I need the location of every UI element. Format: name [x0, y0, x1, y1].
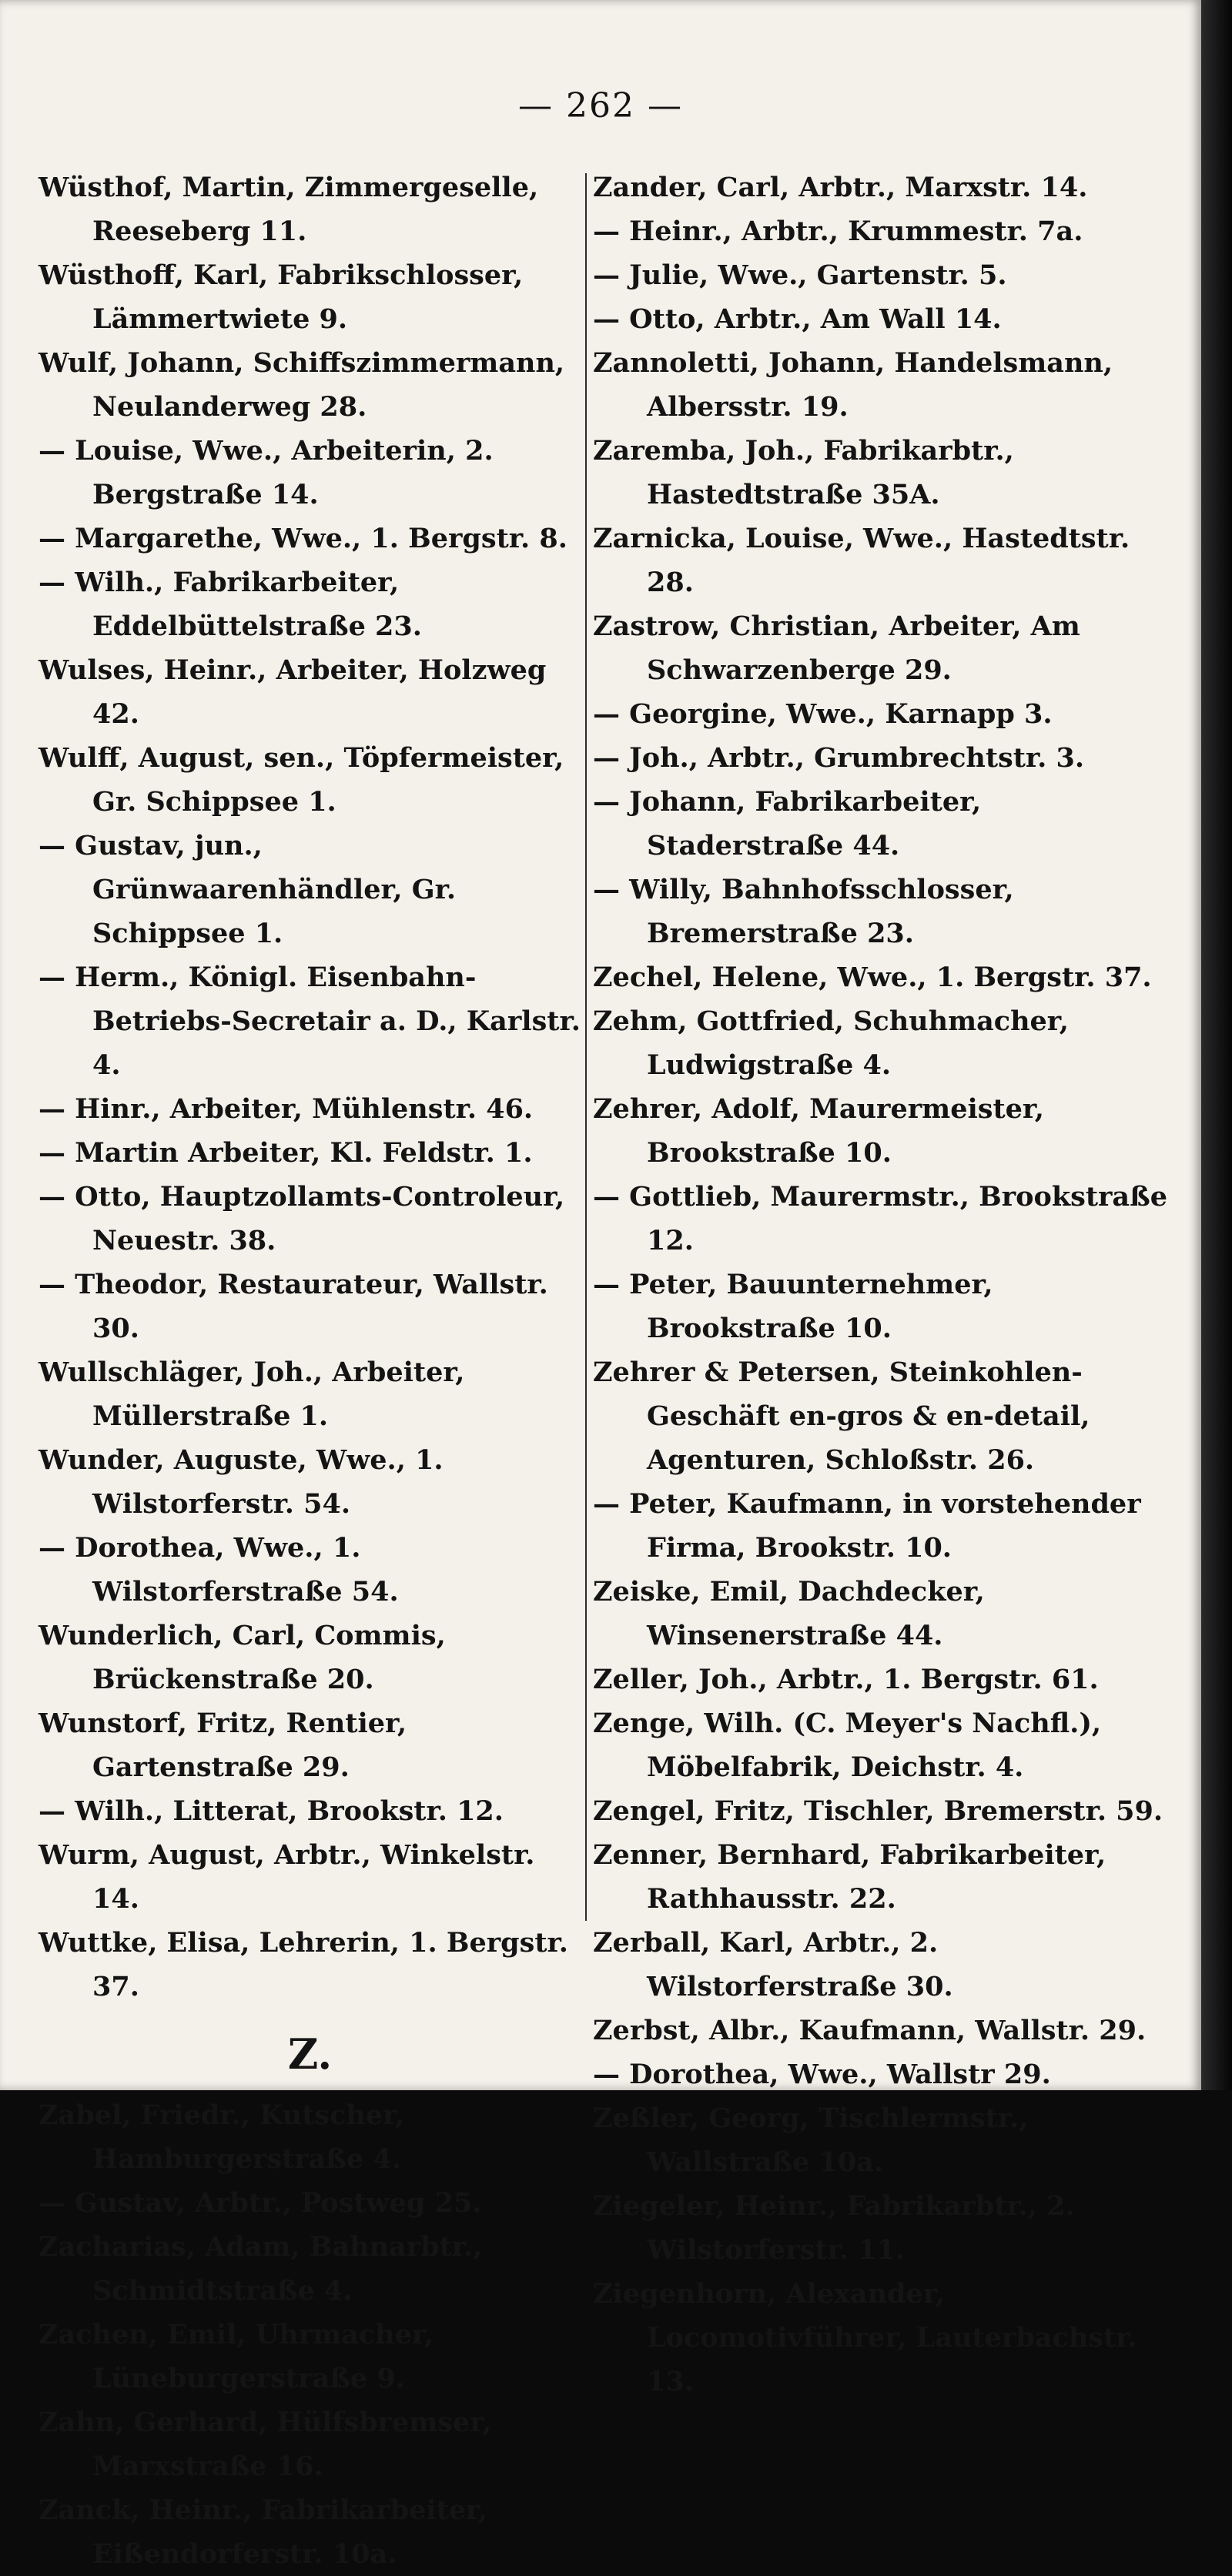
directory-entry: Zenge, Wilh. (C. Meyer's Nachfl.), Möbelfabrik, Deichstr. 4.: [593, 1708, 1102, 1783]
directory-entry: Zehrer & Petersen, Steinkohlen-Geschäft en-gros & en-detail, Agenturen, Schloßstr. 26.: [593, 1357, 1090, 1476]
directory-entry: Wulff, August, sen., Töpfermeister, Gr. Schippsee 1.: [38, 742, 564, 818]
directory-entry: Wunderlich, Carl, Commis, Brückenstraße 20.: [38, 1620, 446, 1695]
directory-entry: Zastrow, Christian, Arbeiter, Am Schwarzenberge 29.: [593, 611, 1080, 686]
directory-entry: Zenner, Bernhard, Fabrikarbeiter, Rathhausstr. 22.: [593, 1839, 1106, 1915]
directory-entry: Wüsthof, Martin, Zimmergeselle, Reeseberg 11.: [38, 172, 539, 247]
page-number: — 262 —: [518, 86, 683, 125]
directory-entry: — Wilh., Litterat, Brookstr. 12.: [38, 1795, 504, 1827]
directory-entry: — Johann, Fabrikarbeiter, Staderstraße 44.: [593, 786, 982, 861]
directory-entry: Zahn, Gerhard, Hülfsbremser, Marxstraße 16.: [38, 2407, 492, 2482]
directory-entry: — Hinr., Arbeiter, Mühlenstr. 46.: [38, 1093, 534, 1125]
directory-entry: — Willy, Bahnhofsschlosser, Bremerstraße 23.: [593, 874, 1014, 949]
directory-entry: — Heinr., Arbtr., Krummestr. 7a.: [593, 216, 1083, 247]
directory-entry: — Dorothea, Wwe., Wallstr 29.: [593, 2059, 1051, 2090]
directory-entry: Wullschläger, Joh., Arbeiter, Müllerstraße 1.: [38, 1357, 465, 1432]
directory-entry: Wulf, Johann, Schiffszimmermann, Neulanderweg 28.: [38, 347, 565, 423]
directory-entry: Wuttke, Elisa, Lehrerin, 1. Bergstr. 37.: [38, 1927, 568, 2002]
section-letter: Z.: [287, 2029, 333, 2079]
page-edge-shadow: [1201, 0, 1232, 2090]
directory-entry: — Margarethe, Wwe., 1. Bergstr. 8.: [38, 523, 567, 554]
directory-entry: Zerbst, Albr., Kaufmann, Wallstr. 29.: [593, 2015, 1147, 2046]
directory-entry: — Martin Arbeiter, Kl. Feldstr. 1.: [38, 1137, 533, 1169]
directory-entry: Zarnicka, Louise, Wwe., Hastedtstr. 28.: [593, 523, 1130, 598]
directory-entry: — Otto, Arbtr., Am Wall 14.: [593, 303, 1002, 335]
directory-entry: Zanck, Heinr., Fabrikarbeiter, Eißendorferstr. 10a.: [38, 2494, 488, 2570]
directory-entry: Wunstorf, Fritz, Rentier, Gartenstraße 29.: [38, 1708, 407, 1783]
directory-entry: Zannoletti, Johann, Handelsmann, Albersstr. 19.: [593, 347, 1113, 423]
right-column: [593, 166, 1174, 2404]
directory-entry: Wunder, Auguste, Wwe., 1. Wilstorferstr. 54.: [38, 1444, 444, 1520]
directory-entry: Zehm, Gottfried, Schuhmacher, Ludwigstraße 4.: [593, 1005, 1069, 1081]
directory-entry: Zander, Carl, Arbtr., Marxstr. 14.: [593, 172, 1088, 203]
directory-entry: Zechel, Helene, Wwe., 1. Bergstr. 37.: [593, 962, 1152, 993]
directory-entry: — Herm., Königl. Eisenbahn-Betriebs-Secretair a. D., Karlstr. 4.: [38, 962, 581, 1081]
directory-entry: — Louise, Wwe., Arbeiterin, 2. Bergstraße 14.: [38, 435, 494, 510]
directory-entry: Wurm, August, Arbtr., Winkelstr. 14.: [38, 1839, 535, 1915]
column-divider: [585, 173, 587, 1921]
directory-entry: — Julie, Wwe., Gartenstr. 5.: [593, 259, 1007, 291]
directory-entry: Zaremba, Joh., Fabrikarbtr., Hastedtstraße 35A.: [593, 435, 1014, 510]
directory-entry: Zacharias, Adam, Bahnarbtr., Schmidtstraße 4.: [38, 2231, 483, 2307]
directory-entry: Zabel, Friedr., Kutscher, Hamburgerstraße 4.: [38, 2099, 405, 2175]
directory-entry: — Joh., Arbtr., Grumbrechtstr. 3.: [593, 742, 1085, 774]
directory-entry: — Theodor, Restaurateur, Wallstr. 30.: [38, 1269, 548, 1344]
directory-entry: Zeiske, Emil, Dachdecker, Winsenerstraße 44.: [593, 1576, 985, 1651]
directory-entry: Ziegenhorn, Alexander, Locomotivführer, Lauterbachstr. 13.: [593, 2278, 1137, 2397]
directory-entry: — Gustav, jun., Grünwaarenhändler, Gr. Schippsee 1.: [38, 830, 457, 949]
directory-entry: — Peter, Kaufmann, in vorstehender Firma, Brookstr. 10.: [593, 1488, 1141, 1564]
directory-entry: Zerball, Karl, Arbtr., 2. Wilstorferstraße 30.: [593, 1927, 953, 2002]
directory-entry: Zachen, Emil, Uhrmacher, Lüneburgerstraße 9.: [38, 2319, 434, 2394]
directory-entry: — Georgine, Wwe., Karnapp 3.: [593, 698, 1053, 730]
directory-entry: Zeßler, Georg, Tischlermstr., Wallstraße 10a.: [593, 2103, 1029, 2178]
directory-entry: — Gustav, Arbtr., Postweg 25.: [38, 2187, 482, 2219]
directory-entry: — Dorothea, Wwe., 1. Wilstorferstraße 54.: [38, 1532, 399, 1607]
directory-entry: Ziegeler, Heinr., Fabrikarbtr., 2. Wilstorferstr. 11.: [593, 2190, 1075, 2266]
directory-entry: Zehrer, Adolf, Maurermeister, Brookstraße 10.: [593, 1093, 1044, 1169]
directory-entry: — Otto, Hauptzollamts-Controleur, Neuestr. 38.: [38, 1181, 565, 1256]
directory-entry: — Peter, Bauunternehmer, Brookstraße 10.: [593, 1269, 993, 1344]
directory-entry: Wüsthoff, Karl, Fabrikschlosser, Lämmertwiete 9.: [38, 259, 524, 335]
directory-entry: Zeller, Joh., Arbtr., 1. Bergstr. 61.: [593, 1664, 1099, 1695]
left-column: [38, 166, 581, 2576]
directory-entry: — Wilh., Fabrikarbeiter, Eddelbüttelstraße 23.: [38, 567, 422, 642]
directory-entry: — Gottlieb, Maurermstr., Brookstraße 12.: [593, 1181, 1167, 1256]
directory-entry: Wulses, Heinr., Arbeiter, Holzweg 42.: [38, 654, 547, 730]
directory-entry: Zengel, Fritz, Tischler, Bremerstr. 59.: [593, 1795, 1163, 1827]
